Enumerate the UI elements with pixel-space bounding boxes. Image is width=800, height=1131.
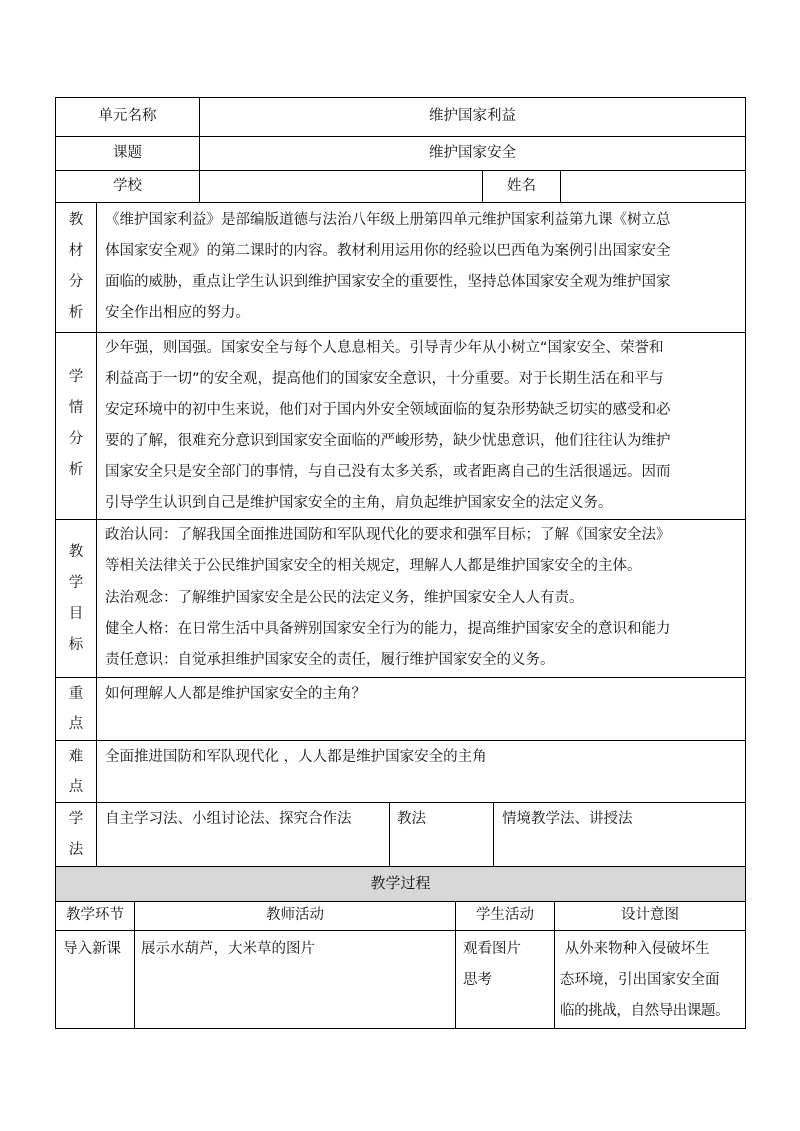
topic-label: 课题 [113, 145, 142, 161]
label-char: 重 [68, 686, 84, 702]
text-line: 从外来物种入侵破坏生 [560, 941, 710, 957]
text-line: 面临的威胁，重点让学生认识到维护国家安全的重要性，坚持总体国家安全观为维护国家 [105, 274, 671, 290]
label-char: 析 [68, 462, 84, 478]
text-line: 安定环境中的初中生来说，他们对于国内外安全领域面临的复杂形势缺乏切实的感受和必 [105, 402, 671, 418]
text-line: 健全人格：在日常生活中具备辨别国家安全行为的能力，提高维护国家安全的意识和能力 [105, 621, 671, 637]
label-char: 教 [68, 544, 84, 560]
label-char: 材 [68, 243, 84, 259]
text-line: 态环境，引出国家安全面 [560, 972, 720, 988]
unit-name-label: 单元名称 [98, 108, 157, 124]
text-line: 法治观念：了解维护国家安全是公民的法定义务，维护国家安全人人有责。 [105, 590, 584, 606]
column-header-intent: 设计意图 [621, 907, 679, 923]
difficulty-text: 全面推进国防和军队现代化 ，人人都是维护国家安全的主角 [105, 749, 487, 765]
text-line: 等相关法律关于公民维护国家安全的相关规定，理解人人都是维护国家安全的主体。 [105, 558, 642, 574]
text-line: 利益高于一切”的安全观，提高他们的国家安全意识，十分重要。对于长期生活在和平与 [105, 371, 664, 387]
column-header-teacher: 教师活动 [266, 907, 324, 923]
teach-methods-text: 情境教学法、讲授法 [502, 811, 633, 827]
text-line: 思考 [463, 972, 492, 988]
label-char: 目 [68, 606, 84, 622]
label-char: 分 [68, 274, 84, 290]
label-char: 学 [68, 575, 84, 591]
teacher-activity-cell: 展示水葫芦，大米草的图片 [141, 941, 315, 957]
text-line: 国家安全只是安全部门的事情，与自己没有太多关系，或者距离自己的生活很遥远。因而 [105, 464, 671, 480]
unit-name-value: 维护国家利益 [429, 108, 516, 124]
text-line: 引导学生认识到自己是维护国家安全的主角，肩负起维护国家安全的法定义务。 [105, 495, 613, 511]
text-line: 安全作出相应的努力。 [105, 305, 250, 321]
label-char: 学 [68, 369, 84, 385]
column-header-student: 学生活动 [476, 907, 534, 923]
label-char: 难 [68, 749, 84, 765]
text-line: 政治认同：了解我国全面推进国防和军队现代化的要求和强军目标；了解《国家安全法》 [105, 527, 671, 543]
text-line: 要的了解，很难充分意识到国家安全面临的严峻形势，缺少忧患意识，他们往往认为维护 [105, 433, 671, 449]
label-char: 法 [68, 842, 84, 858]
label-char: 学 [68, 811, 84, 827]
label-char: 析 [68, 305, 84, 321]
label-char: 情 [68, 400, 84, 416]
text-line: 观看图片 [463, 941, 521, 957]
text-line: 少年强，则国强。国家安全与每个人息息相关。引导青少年从小树立“国家安全、荣誉和 [105, 340, 664, 356]
process-title: 教学过程 [370, 874, 431, 892]
label-char: 分 [68, 431, 84, 447]
label-char: 标 [68, 637, 84, 653]
text-line: 《维护国家利益》是部编版道德与法治八年级上册第四单元维护国家利益第九课《树立总 [105, 212, 671, 228]
school-label: 学校 [113, 178, 142, 194]
text-line: 临的挑战，自然导出课题。 [560, 1003, 730, 1019]
text-line: 责任意识：自觉承担维护国家安全的责任，履行维护国家安全的义务。 [105, 652, 555, 668]
stage-cell: 导入新课 [63, 941, 121, 957]
label-char: 教 [68, 212, 84, 228]
label-char: 点 [68, 716, 84, 732]
key-point-text: 如何理解人人都是维护国家安全的主角？ [105, 686, 366, 702]
teach-method-label: 教法 [397, 811, 426, 827]
name-label: 姓名 [507, 178, 536, 194]
topic-value: 维护国家安全 [429, 145, 516, 161]
column-header-stage: 教学环节 [66, 907, 124, 923]
text-line: 体国家安全观》的第二课时的内容。教材利用运用你的经验以巴西龟为案例引出国家安全 [105, 243, 671, 259]
label-char: 点 [68, 779, 84, 795]
study-methods-text: 自主学习法、小组讨论法、探究合作法 [105, 811, 352, 827]
